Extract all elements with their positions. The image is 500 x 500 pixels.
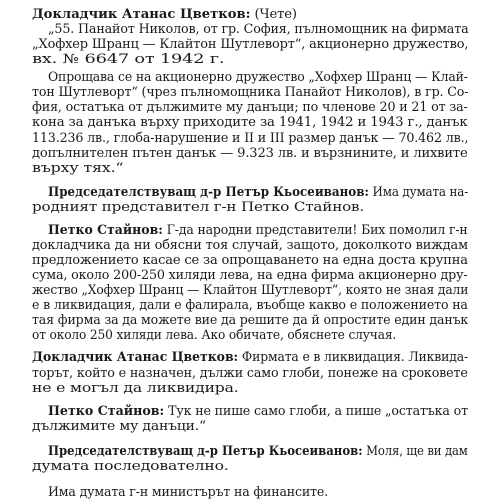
text-line [32, 283, 468, 297]
text-line [32, 350, 468, 364]
speaker-name: Петко Стайнов: [48, 403, 165, 418]
text-line [48, 444, 468, 458]
line-text: от около 250 хиляди лева. Ако обичате, обяснете случая. [32, 327, 397, 342]
text-line [32, 313, 468, 327]
text-line [32, 268, 468, 282]
text-line [32, 131, 468, 145]
line-text: Фирмата е в ликвидация. Ликвида- [238, 349, 468, 364]
speaker-name: Председателствуващ д-р Петър Кьосеиванов: [48, 443, 363, 458]
line-text: върху тях.“ [32, 160, 124, 175]
line-text: сума, около 200-250 хиляди лева, на една фирма акционерно дру- [32, 267, 468, 282]
text-line [32, 419, 206, 433]
text-line [32, 298, 468, 312]
line-text: думата последователно. [32, 458, 229, 473]
text-line [32, 381, 239, 395]
text-line [32, 253, 468, 267]
text-line [32, 200, 364, 214]
line-text: допълнителен пътен данък — 9.323 лв. и вързнините, и лихвите [32, 145, 468, 160]
text-line [32, 146, 468, 160]
line-text: жество „Хофхер Шранц — Клайтон Шутлеворт“, която не зная дали [32, 282, 469, 297]
speaker-name: Докладчик Атанас Цветков: [32, 6, 251, 21]
line-text: Г-да народни представители! Бих помолил г-н [162, 222, 468, 237]
line-text: дължимите му данъци.“ [32, 418, 207, 433]
line-text: Има думата г-н министърът на финансите. [48, 484, 329, 499]
text-line [32, 52, 224, 66]
text-line [48, 70, 468, 84]
text-line [32, 459, 229, 473]
text-line [32, 85, 468, 99]
line-text: предложението касае се за опрощаването на една доста крупна [32, 252, 468, 267]
line-text: е в ликвидация, дали е фалирала, въобще какво е положението на [32, 297, 468, 312]
line-text: торът, който е назначен, дължи само глоби, понеже на сроковете [32, 365, 468, 380]
line-text: тая фирма за да можете вие да решите да й опростите един данък [32, 312, 469, 327]
line-text: фия, остатъка от дължимите му данъци; по членове 20 и 21 от за- [32, 99, 468, 114]
text-line [32, 328, 396, 342]
text-line [32, 161, 123, 175]
text-line [48, 22, 468, 36]
line-text: не е могъл да ликвидира. [32, 380, 239, 395]
line-text: Тук не пише само глоби, а пише „остатъка от [164, 403, 468, 418]
line-text: тон Шутлеворт“ (чрез пълномощника Панайот Николов), в гр. Со- [32, 84, 469, 99]
line-text: вх. № 6647 от 1942 г. [32, 51, 225, 66]
line-text: „55. Панайот Николов, от гр. София, пълномощник на фирмата [48, 21, 469, 36]
line-text: (Чете) [250, 6, 297, 21]
speaker-name: Председателствуващ д-р Петър Кьосеиванов: [48, 184, 369, 199]
line-text: 113.236 лв., глоба-нарушение и II и III размер данък — 70.462 лв., [32, 130, 469, 145]
text-line [32, 7, 297, 21]
text-line [32, 37, 468, 51]
line-text: кона за данъка върху приходите за 1941, 1942 и 1943 г., данък [32, 114, 468, 129]
speaker-name: Петко Стайнов: [48, 222, 163, 237]
text-line [48, 185, 468, 199]
text-line [48, 223, 468, 237]
text-line [32, 366, 468, 380]
line-text: Има думата на- [368, 184, 469, 199]
line-text: „Хофхер Шранц — Клайтон Шутлеворт“, акционерно дружество, [32, 36, 469, 51]
speaker-name: Докладчик Атанас Цветков: [32, 349, 239, 364]
line-text: Опрощава се на акционерно дружество „Хофхер Шранц — Клай- [48, 69, 468, 84]
line-text: Моля, ще ви дам [362, 443, 468, 458]
text-line [32, 100, 468, 114]
text-line [32, 115, 467, 129]
line-text: докладчика да ни обясни тоя случай, защото, доколкото виждам [32, 237, 468, 252]
line-text: родният представител г-н Петко Стайнов. [32, 199, 365, 214]
text-line [48, 404, 468, 418]
text-line [48, 485, 328, 499]
text-line [32, 238, 468, 252]
